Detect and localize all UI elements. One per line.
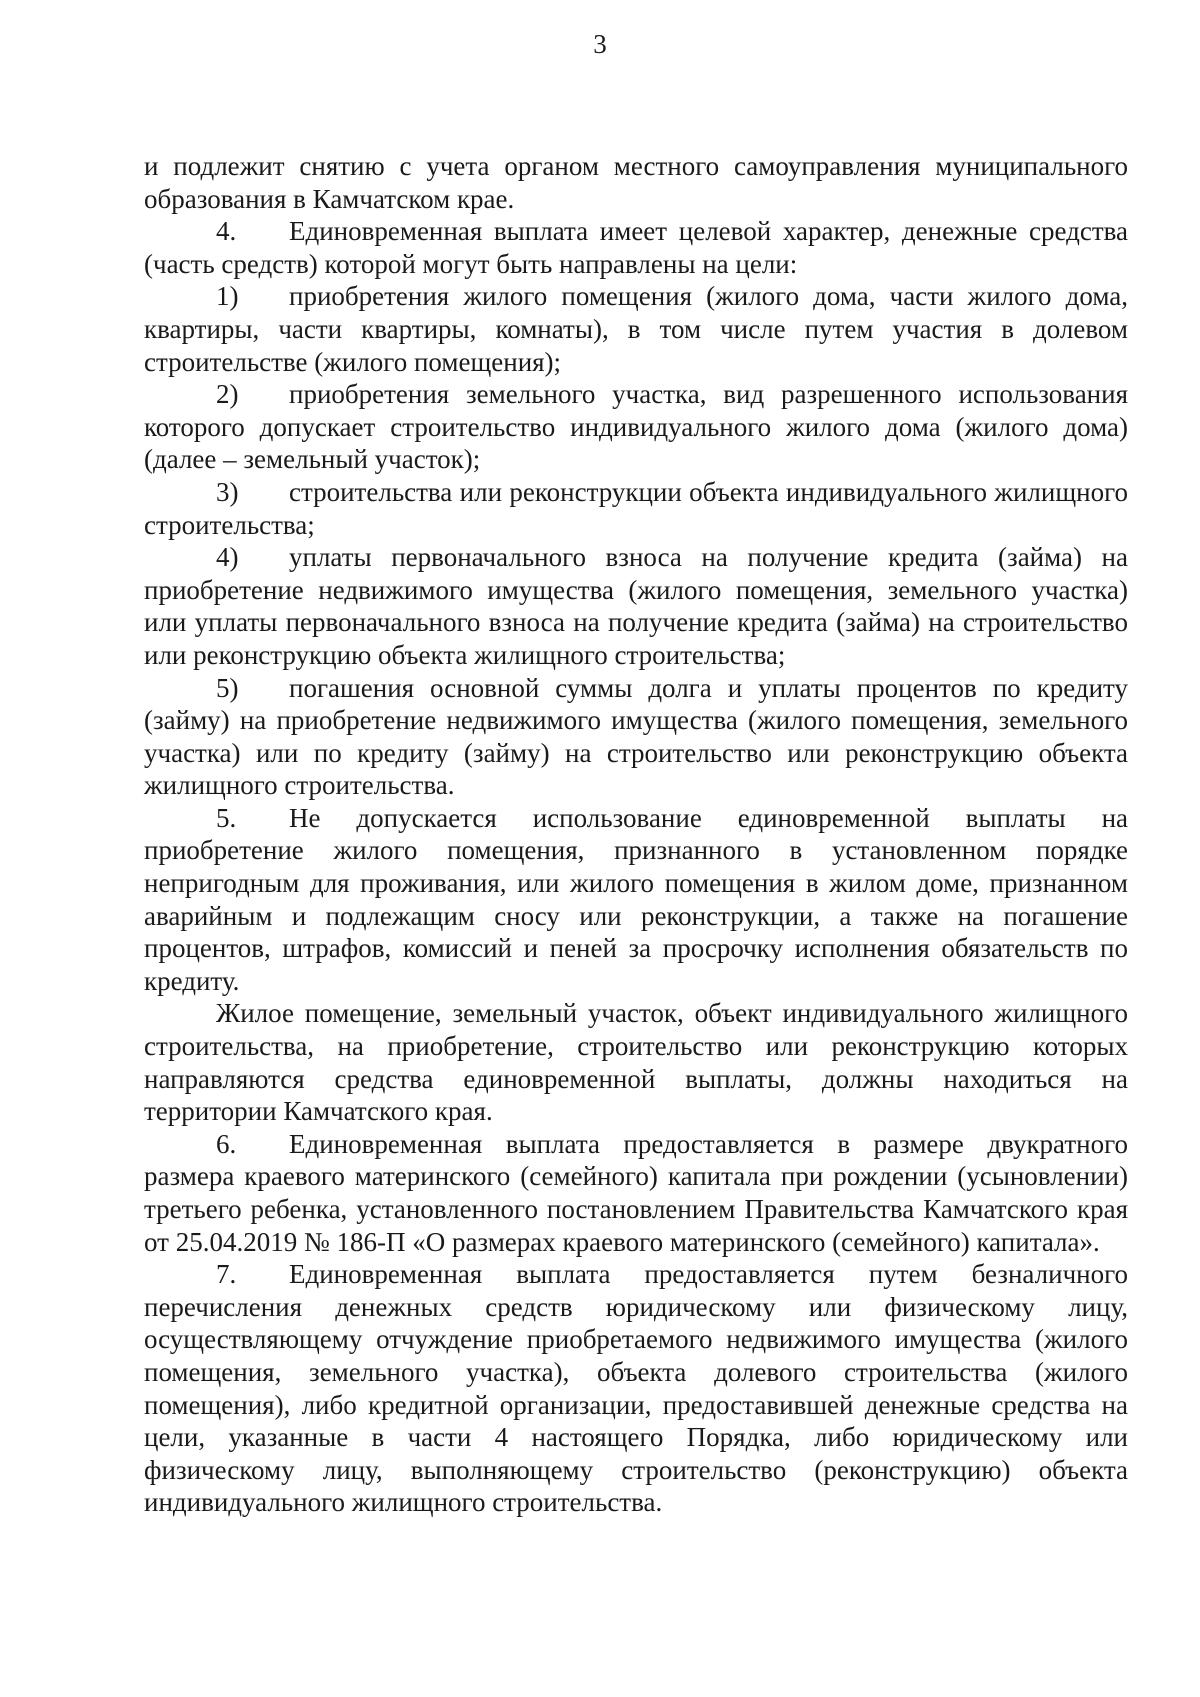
subitem-4	[144, 541, 1128, 671]
paragraph-marker: 7.	[216, 1259, 237, 1290]
paragraph-text: Единовременная выплата предоставляется путем безналичного перечисления денежных средств юридическому или физическому лицу, осуществляющему отчуждение приобретаемого недвижимого имущества (жилого помещения, земельного участка), объекта долевого строительства (жилого помещения), либо кредитной организации, предоставившей денежные средства на цели, указанные в части 4 настоящего Порядка, либо юридическому или физическому лицу, выполняющему строительство (реконструкцию) объекта индивидуального жилищного строительства.	[144, 1259, 1128, 1518]
paragraph-text: Жилое помещение, земельный участок, объект индивидуального жилищного строительства, на приобретение, строительство или реконструкцию которых направляются средства единовременной выплаты, должны находиться на территории Камчатского края.	[144, 998, 1128, 1127]
subitem-1	[144, 280, 1128, 378]
paragraph-text: уплаты первоначального взноса на получение кредита (займа) на приобретение недвижимого имущества (жилого помещения, земельного участка) или уплаты первоначального взноса на получение кредита (займа) на строительство или реконструкцию объекта жилищного строительства;	[144, 542, 1128, 670]
paragraph-text: приобретения жилого помещения (жилого дома, части жилого дома, квартиры, части квартиры, комнаты), в том числе путем участия в долевом строительстве (жилого помещения);	[144, 281, 1128, 377]
subitem-3	[144, 476, 1128, 541]
paragraph-marker: 6.	[216, 1128, 237, 1159]
paragraph-marker: 4)	[216, 542, 239, 573]
paragraph-marker: 3)	[216, 476, 239, 507]
paragraph-item-7	[144, 1258, 1128, 1519]
subitem-5	[144, 672, 1128, 802]
paragraph-item-5	[144, 802, 1128, 998]
paragraph-marker: 4.	[216, 216, 237, 247]
paragraph-text: Единовременная выплата имеет целевой характер, денежные средства (часть средств) которой могут быть направлены на цели:	[144, 216, 1128, 279]
paragraph-marker: 1)	[216, 281, 239, 312]
paragraph-marker: 5)	[216, 672, 239, 703]
paragraph-text: Единовременная выплата предоставляется в размере двукратного размера краевого материнского (семейного) капитала при рождении (усыновлении) третьего ребенка, установленного постановлением Правительства Камчатского края от 25.04.2019 № 186-П «О размерах краевого материнского (семейного) капитала».	[144, 1128, 1128, 1257]
paragraph-text: строительства или реконструкции объекта индивидуального жилищного строительства;	[144, 476, 1128, 540]
paragraph-text: и подлежит снятию с учета органом местного самоуправления муниципального образования в Камчатском крае.	[144, 151, 1128, 214]
paragraph-territory	[144, 997, 1128, 1127]
paragraph-text: погашения основной суммы долга и уплаты процентов по кредиту (займу) на приобретение недвижимого имущества (жилого помещения, земельного участка) или по кредиту (займу) на строительство или реконструкцию объекта жилищного строительства.	[144, 672, 1128, 801]
paragraph-text: Не допускается использование единовременной выплаты на приобретение жилого помещения, признанного в установленном порядке непригодным для проживания, или жилого помещения в жилом доме, признанном аварийным и подлежащим сносу или реконструкции, а также на погашение процентов, штрафов, комиссий и пеней за просрочку исполнения обязательств по кредиту.	[144, 802, 1128, 996]
paragraph-item-4	[144, 215, 1128, 280]
page-number: 3	[593, 29, 607, 59]
paragraph-item-6	[144, 1128, 1128, 1258]
document-body	[144, 150, 1128, 1519]
paragraph-marker: 2)	[216, 379, 239, 410]
subitem-2	[144, 378, 1128, 476]
paragraph-text: приобретения земельного участка, вид разрешенного использования которого допускает строительство индивидуального жилого дома (жилого дома) (далее – земельный участок);	[144, 379, 1128, 475]
paragraph-marker: 5.	[216, 802, 237, 833]
paragraph-continuation	[144, 150, 1128, 215]
